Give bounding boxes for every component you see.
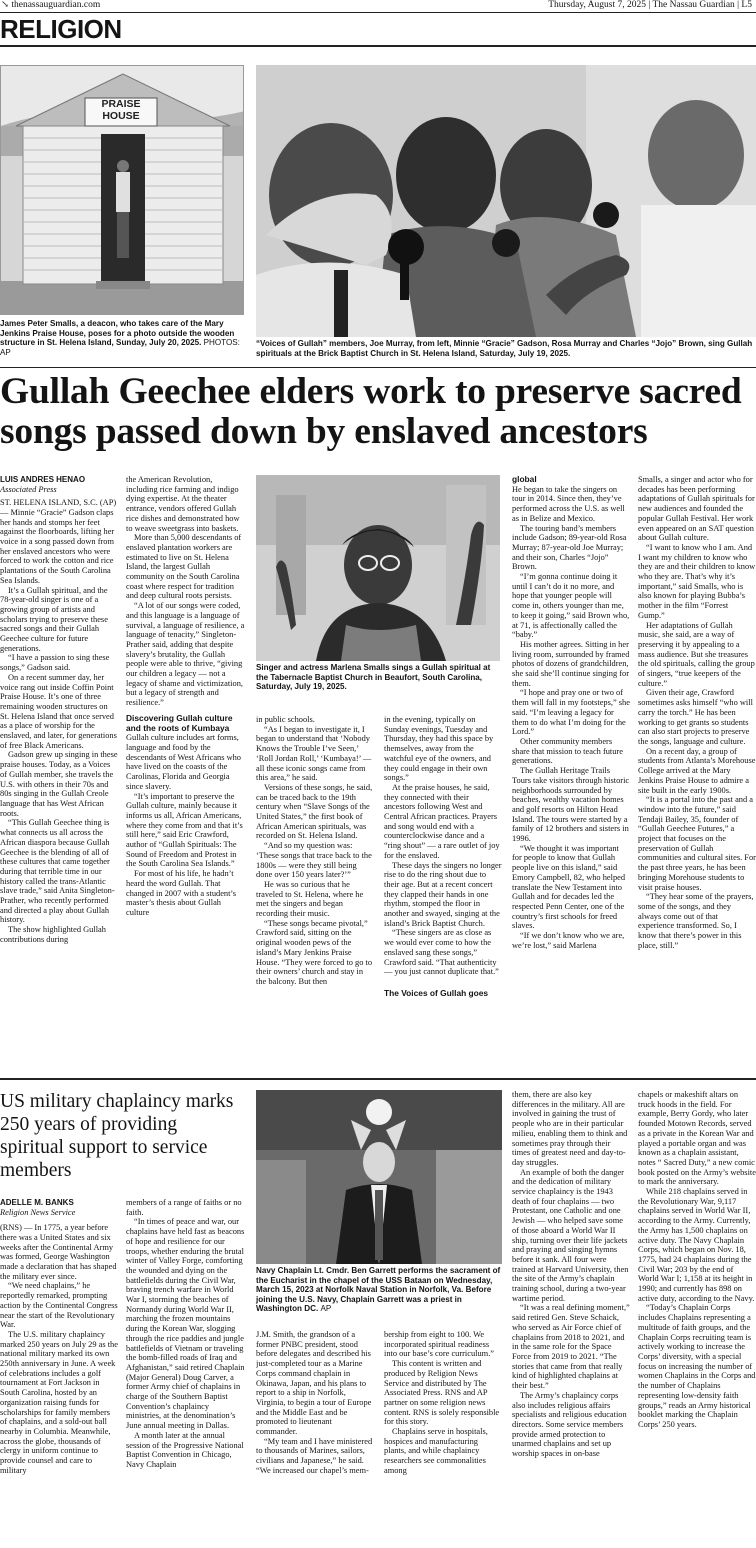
story1-c4-p1: At the praise houses, he said, they connected with their ancestors following West and Central African practices. Prayers and song would end with a counterclockwise dance and a “ring shout” — a rare outlet of joy for the enslaved. — [384, 782, 500, 860]
story1-column-5 — [512, 475, 630, 1067]
story1-c1-p1: It’s a Gullah spiritual, and the 78-year-old singer is one of a growing group of artists and scholars trying to preserve these sacred songs and their Gullah Geechee culture for future generations. — [0, 585, 108, 653]
navy-chaplain-photo — [256, 1090, 502, 1264]
photo-credit: PHOTOS: AP — [0, 338, 240, 357]
story2-column-3 — [256, 1330, 374, 1548]
story2-c3-p0: J.M. Smith, the grandson of a former PNBC president, stood before delegates and described his just-completed tour as a Marine Corps command chaplain in Okinawa, Japan, and his plans to report to a ship in Norfolk, Virginia, to begin a tour of Europe and the Middle East and be promoted to lieutenant commander. — [256, 1330, 372, 1437]
story2-c2-p1: “In times of peace and war, our chaplains have held fast as beacons of hope and resilience for our troops, whether enduring the brutal winter of Valley Forge, comforting the wounded and dying on the battlefields during the Civil War, braving trench warfare in World War I, storming the beaches of Normandy during World War II, marching the frozen mountains during the Korean War, slogging through the rice paddies and jungle battlefields of Vietnam or traveling the bomb-filled roads of Iraq and Afghanistan,” said retired Chaplain (Major General) Doug Carver, a former Army chief of chaplains in charge of the Southern Baptist Convention’s chaplaincy ministries, at the denomination’s June annual meeting in Dallas. — [126, 1217, 245, 1431]
story1-c5-p3: His mother agrees. Sitting in her living room, surrounded by framed photos of dozens of grandchildren, she said she’ll continue singing for them. — [512, 639, 630, 688]
story1-c6-p3: Given their age, Crawford sometimes asks himself “who will carry the torch.” He has been working to get grants so students can also start projects to preserve the songs, language and culture. — [638, 688, 753, 746]
story1-column-2 — [126, 475, 246, 1067]
story2-c2-p2: A month later at the annual session of the Progressive National Baptist Convention in Chicago, Navy Chaplain — [126, 1430, 244, 1469]
story1-c3-p4: He was so curious that he traveled to St. Helena, where he met the singers and began recording their music. — [256, 879, 364, 919]
story1-subhead-kumbaya: Discovering Gullah culture and the roots of Kumbaya — [126, 712, 233, 733]
story2-column-4 — [384, 1330, 502, 1548]
marlena-smalls-photo — [256, 475, 500, 661]
story2-column-5 — [512, 1090, 630, 1548]
story1-c3-p1: “As I began to investigate it, I began to understand that ‘Nobody Knows the Trouble I’ve Seen,’ ‘Roll Jordan Roll,’ ‘Kumbaya!’ — all these iconic songs came from this area,” he said. — [256, 724, 372, 783]
story1-c5-p7: “We thought it was important for people to know that Gullah people live on this island,” said Emory Campbell, 82, who helped translate the New Testament into Gullah and for decades led the respected Penn Center, one of the country’s first schools for freed slaves. — [512, 843, 626, 931]
story2-c1-p0: (RNS) — In 1775, a year before there was a United States and six weeks after the Continental Army was formed, George Washington made a declaration that has shaped the military ever since. — [0, 1223, 117, 1281]
story1-c3-p2: Versions of these songs, he said, can be traced back to the 19th century when “Slave Songs of the United States,” the first book of African American spirituals, was recorded on St. Helena Island. — [256, 782, 373, 841]
navy-chaplain-caption — [256, 1266, 502, 1314]
issue-date: Thursday, August 7, 2025 | The Nassau Guardian | L5 — [548, 0, 752, 10]
story1-c3-p5: “These songs became pivotal,” Crawford said, sitting on the original wooden pews of the island’s Mary Jenkins Praise House. “They were forced to go to their owners’ church and stay in the balcony. But then — [256, 918, 373, 986]
story-divider — [0, 1078, 756, 1080]
story1-c1-p2: “I have a passion to sing these songs,” Gadson said. — [0, 653, 110, 673]
section-title: RELIGION — [0, 14, 122, 44]
story1-c5-p2: “I’m gonna continue doing it until I can’t do it no more, and hope that younger people will come in, others younger than me, to keep it going,” said Brown who, at 71, is affectionally called the “baby.” — [512, 572, 630, 640]
story1-agency: Associated Press — [0, 484, 57, 494]
story1-c1-p5: “This Gullah Geechee thing is what connects us all across the African diaspora because Gullah Geechee is the blending of all of these cultures that came together during that terrible time in our history called the trans-Atlantic slave trade,” said Anita Singleton-Prather, who recently performed and directed a play about Gullah history. — [0, 818, 115, 925]
story2-c6-p2: “Today’s Chaplain Corps includes Chaplains representing a multitude of faith groups, and the Chaplain Corps recruiting team is actively working to increase the Corps’ diversity, with a special focus on increasing the number of women Chaplains in the Corps and the number of Chaplains representing low-density faith groups,” reads an Army historical booklet marking the Chaplain Corps’ 250 years. — [638, 1303, 756, 1429]
story1-c1-p0: ST. HELENA ISLAND, S.C. (AP) — Minnie “Gracie” Gadson claps her hands and stomps her feet against the floorboards, lifting her voice in a song passed down from her enslaved ancestors who were forced to work the cotton and rice plantations of the South Carolina Sea Islands. — [0, 498, 117, 585]
story1-column-1 — [0, 475, 118, 1067]
story2-column-2 — [126, 1198, 246, 1548]
story1-subhead-voices-b: global — [512, 475, 537, 484]
story2-c3-p1: “My team and I have ministered to thousands of Marines, sailors, civilians and Japanese,” he said. “We increased our chapel’s mem- — [256, 1436, 373, 1475]
story1-c5-p4: “I hope and pray one or two of them will fall in my footsteps,” she said. “I’m leaving a legacy for them to do what I’m doing for the Lord.” — [512, 688, 630, 737]
story1-c6-p6: “They hear some of the prayers, some of the songs, and they always come out of that experience transformed. So, I know that there’s power in this place, still.” — [638, 892, 754, 950]
photo4-credit: AP — [320, 1304, 332, 1314]
site-url[interactable]: ↘ thenassauguardian.com — [1, 0, 101, 10]
story1-c5-p5: Other community members share that mission to teach future generations. — [512, 736, 623, 766]
story1-c6-p1: “I want to know who I am. And I want my children to know who they are and their children to know who they are. That’s why it’s important,” said Smalls, who is also known for playing Bubba’s mother in the film “Forrest Gump.” — [638, 542, 756, 620]
story1-c2-p1: More than 5,000 descendants of enslaved plantation workers are estimated to live on St. Helena Island, the largest Gullah community on the South Carolina coast where respect for tradition and deep cultural roots persists. — [126, 533, 242, 601]
story2-c4-p1: This content is written and produced by Religion News Service and distributed by The Associated Press. RNS and AP partner on some religion news content. RNS is solely responsible for this story. — [384, 1359, 500, 1427]
story1-c2-p2: “A lot of our songs were coded, and this language is a language of survival, a language of resilience, a language of tenacity,” Singleton-Prather said, adding that despite slavery’s brutality, the Gullah people were able to thrive, “giving our children a legacy — not a legacy of shame and victimization, but a legacy of strength and resilience.” — [126, 601, 245, 708]
story2-c5-p1: An example of both the danger and the dedication of military service chaplaincy is the 1943 death of four chaplains — two Protestant, one Catholic and one Jewish — who helped save some of those aboard a World War II ship, turning over their life jackets and praying and singing hymns before it sank. All four were trained at Harvard University, then the site of the Army’s chaplain training school, during a two-year wartime period. — [512, 1167, 629, 1303]
story1-c4-p3: “These singers are as close as we would ever come to how the enslaved sang these songs,” Crawford said. “That authenticity — you just cannot duplicate that.” — [384, 928, 499, 977]
marlena-smalls-caption: Singer and actress Marlena Smalls sings a Gullah spiritual at the Tabernacle Baptist Church in Beaufort, South Carolina, Saturday, July 19, 2025. — [256, 663, 491, 692]
story2-c1-p1: “We need chaplains,” he reportedly remarked, prompting action by the Continental Congress near the start of the Revolutionary War. — [0, 1281, 118, 1330]
praise-house-sign: PRAISE HOUSE — [101, 98, 141, 122]
story2-agency: Religion News Service — [0, 1207, 76, 1217]
story1-c6-p0: Smalls, a singer and actor who for decades has been performing adaptations of Gullah spirituals for new audiences and founded the popular Gullah Festival. Her work even appeared on an SAT question about Gullah culture. — [638, 475, 755, 543]
story1-c1-p4: Gadson grew up singing in these praise houses. Today, as a Voices of Gullah member, she travels the U.S. with others in their 70s and 80s singing in the Gullah Creole language that has West African roots. — [0, 750, 118, 818]
story2-column-6 — [638, 1090, 756, 1548]
story2-column-1 — [0, 1198, 118, 1548]
story1-column-6 — [638, 475, 756, 1067]
story1-c2-p3: Gullah culture includes art forms, language and food by the descendants of West Africans who have lived on the coasts of the Carolinas, Florida and Georgia since slavery. — [126, 733, 241, 791]
main-headline: Gullah Geechee elders work to preserve sacred songs passed down by enslaved ancestors — [0, 371, 742, 452]
navy-chaplain-caption-text: Navy Chaplain Lt. Cmdr. Ben Garrett performs the sacrament of the Eucharist in the chapel of the USS Bataan on Wednesday, March 15, 2023 at Norfolk Naval Station in Norfolk, Va. Before joining the U.S. Navy, Chaplain Garrett was a priest in Washington DC. — [256, 1266, 501, 1314]
masthead-bar — [0, 0, 756, 12]
section-rule — [0, 45, 756, 47]
story1-subhead-voices-a: The Voices of Gullah goes — [384, 987, 489, 998]
top-rule — [0, 12, 756, 13]
story1-c6-p5: “It is a portal into the past and a window into the future,” said Tendaji Bailey, 35, founder of “Gullah Geechee Futures,” a project that focuses on the preservation of Gullah communities and cultural sites. For the past three years, he has been bringing Morehouse students to visit praise houses. — [638, 795, 756, 892]
story2-c6-p1: While 218 chaplains served in the Revolutionary War, 9,117 chaplains served in World War II, according to the Army. Currently, the Army has 1,500 chaplains on active duty. The Navy Chaplain Corps, which began on Nov. 18, 1775, had 24 chaplains during the Civil War; 203 by the end of World War I; 1,158 at its height in 1990; and currently has 898 on active duty, according to the Navy. — [638, 1187, 755, 1303]
story1-c1-p3: On a recent summer day, her voice rang out inside Coffin Point Praise House. It’s one of three remaining wooden structures on St. Helena Island that once served as a place of worship for the enslaved, and later, for generations of free Black Americans. — [0, 672, 117, 750]
story1-c4-p0: in the evening, typically on Sunday evenings, Tuesday and Thursday, they had this space by themselves, away from the watchful eye of the owners, and they could engage in their own songs.” — [384, 715, 494, 783]
headline-rule — [0, 367, 756, 368]
story1-c6-p4: On a recent day, a group of students from Atlanta’s Morehouse College arrived at the Mary Jenkins Praise House to admire a site built in the early 1900s. — [638, 746, 756, 795]
story1-column-3 — [256, 715, 374, 1067]
story2-c4-p0: bership from eight to 100. We incorporated spiritual readiness into our base’s core curriculum.” — [384, 1330, 494, 1359]
story1-c2-p0: the American Revolution, including rice farming and indigo dying expertise. At the theater entrance, vendors offered Gullah rice dishes and demonstrated how to weave sweetgrass into baskets. — [126, 475, 240, 533]
chaplaincy-headline: US military chaplaincy marks 250 years of providing spiritual support to service members — [0, 1091, 234, 1181]
story1-byline: LUIS ANDRES HENAO — [0, 475, 86, 484]
story1-c5-p8: “If we don’t know who we are, we’re lost,” said Marlena — [512, 931, 625, 950]
story1-c5-p1: The touring band’s members include Gadson; 89-year-old Rosa Murray; 87-year-old Joe Murray; and their son, Charles “Jojo” Brown. — [512, 523, 627, 572]
story2-c1-p2: The U.S. military chaplaincy marked 250 years on July 29 as the national military marked its own 250th anniversary in June. A week of celebrations includes a golf tournament at Fort Jackson in South Carolina, hosted by an organization raising funds for scholarships for family members of chaplains, and a sold-out ball nearby in Columbia. Meanwhile, across the globe, thousands of clergy in uniform continue to provide counsel and care to military — [0, 1329, 118, 1475]
story1-c6-p2: Her adaptations of Gullah music, she said, are a way of preserving it by appealing to a mass audience. But she treasures the old spirituals, calling the group of singers, “true keepers of the culture.” — [638, 620, 755, 688]
story2-c4-p2: Chaplains serve in hospitals, hospices and manufacturing plants, and while chaplaincy researchers see commonalities among — [384, 1427, 488, 1475]
story2-byline: ADELLE M. BANKS — [0, 1198, 74, 1207]
story1-c5-p0: He began to take the singers on tour in 2014. Since then, they’ve performed across the U.S. as well as in Belize and Mexico. — [512, 484, 625, 523]
story1-column-4 — [384, 715, 502, 1067]
voices-of-gullah-photo — [256, 65, 756, 337]
story1-c4-p2: These days the singers no longer rise to do the ring shout due to their age. But at a recent concert they clapped their hands in one rhythm, stomped the floor in another and swayed, singing at the island’s Brick Baptist Church. — [384, 860, 502, 928]
praise-house-photo — [0, 65, 244, 315]
voices-of-gullah-caption: “Voices of Gullah” members, Joe Murray, from left, Minnie “Gracie” Gadson, Rosa Murray and Charles “Jojo” Brown, sing Gullah spirituals at the Brick Baptist Church in St. Helena Island, Saturday, July 19, 2025. — [256, 339, 753, 358]
story2-c5-p0: them, there are also key differences in the military. All are involved in gaining the trust of people who are in their particular milieu, enabling them to think and sometimes pray through their times of greatest need and day-to-day struggles. — [512, 1090, 628, 1167]
story1-c2-p5: For most of his life, he hadn’t heard the word Gullah. That changed in 2007 with a student’s master’s thesis about Gullah culture — [126, 869, 237, 917]
story1-c3-p3: “And so my question was: ‘These songs that trace back to the 1800s — were they still being done over 150 years later?’” — [256, 841, 372, 880]
praise-house-caption — [0, 319, 244, 357]
story1-c3-p0: in public schools. — [256, 715, 315, 724]
story2-c6-p0: chapels or makeshift altars on truck hoods in the field. For example, Berry Gordy, who later founded Motown Records, served as a private in the Korean War and played a portable organ and was known as a chaplain assistant, notes “ Sacred Duty,” a new comic book posted on the Army’s website to mark the anniversary. — [638, 1090, 756, 1187]
story2-c5-p2: “It was a real defining moment,” said retired Gen. Steve Schaick, who served as Air Force chief of chaplains from 2018 to 2021, and in the same role for the Space Force from 2019 to 2021. “The stories that came from that really kind of highlighted chaplains at their best.” — [512, 1303, 630, 1391]
story1-c1-p6: The show highlighted Gullah contributions during — [0, 925, 106, 944]
story2-c5-p3: The Army’s chaplaincy corps also includes religious affairs specialists and religious education directors. Some service members provide armed protection to unarmed chaplains and set up worship spaces in on-base — [512, 1390, 627, 1459]
praise-house-caption-text: James Peter Smalls, a deacon, who takes care of the Mary Jenkins Praise House, poses for a photo outside the wooden structure in St. Helena Island, Sunday, July 20, 2025. — [0, 319, 235, 348]
story1-c2-p4: “It’s important to preserve the Gullah culture, mainly because it informs us all, African Americans, where they come from and that it’s still here,” said Eric Crawford, author of “Gullah Spirituals: The Sound of Freedom and Protest in the South Carolina Sea Islands.” — [126, 791, 243, 869]
story1-c5-p6: The Gullah Heritage Trails Tours take visitors through historic neighborhoods surrounded by beaches, wealthy vacation homes and golf resorts on Hilton Head Island. The tours were started by a family of 12 brothers and sisters in 1996. — [512, 766, 630, 844]
story2-c2-p0: members of a range of faiths or no faith. — [126, 1198, 242, 1217]
